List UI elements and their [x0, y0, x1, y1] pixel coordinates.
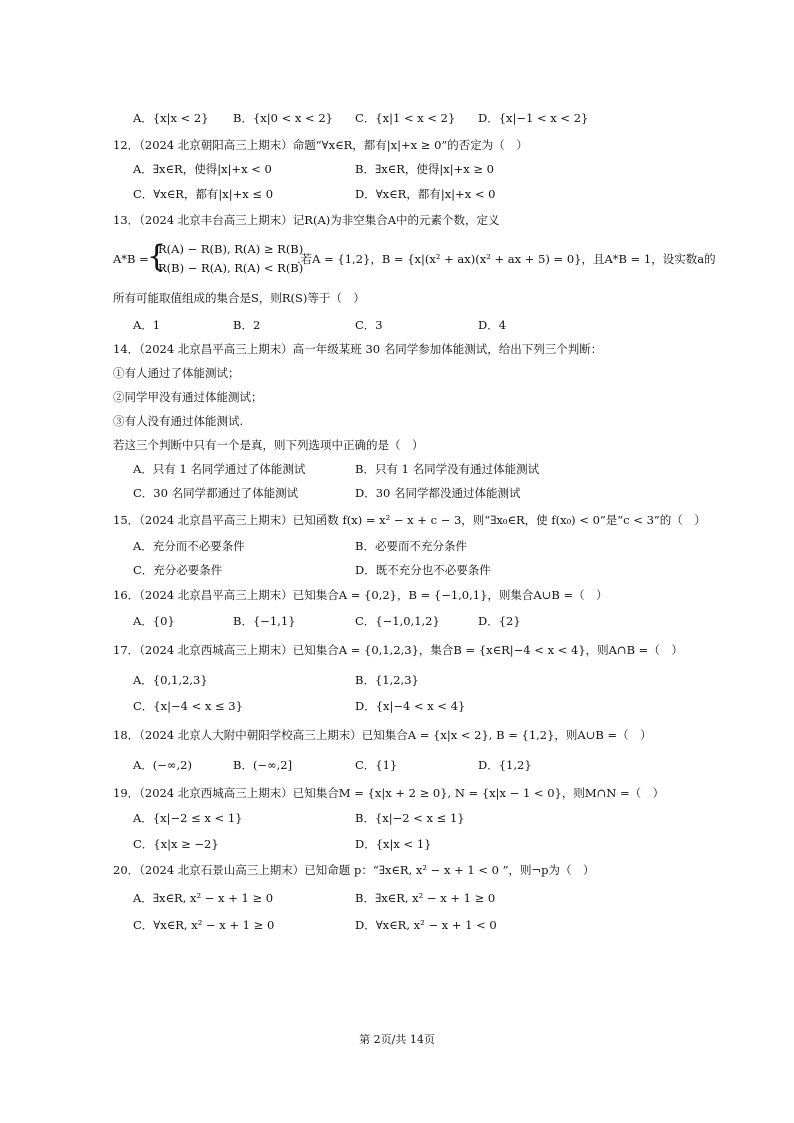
q18-option-c: C．{1}	[355, 758, 398, 772]
q20-option-d: D．∀x∈R, x² − x + 1 < 0	[355, 918, 497, 932]
q16-option-a: A．{0}	[133, 614, 175, 628]
q13-stem-2: 所有可能取值组成的集合是S，则R(S)等于（ ）	[113, 291, 365, 305]
q14-condition: 若这三个判断中只有一个是真，则下列选项中正确的是（ ）	[113, 438, 424, 452]
q19-option-c: C．{x|x ≥ −2}	[133, 837, 219, 851]
q19-option-d: D．{x|x < 1}	[355, 837, 432, 851]
q16-option-c: C．{−1,0,1,2}	[355, 614, 440, 628]
q11-option-d: D．{x|−1 < x < 2}	[478, 111, 589, 125]
q20-option-c: C．∀x∈R, x² − x + 1 ≥ 0	[133, 918, 275, 932]
q11-option-b: B．{x|0 < x < 2}	[233, 111, 333, 125]
q16-option-d: D．{2}	[478, 614, 521, 628]
q14-judgement-1: ①有人通过了体能测试；	[113, 366, 240, 380]
q20-option-a: A．∃x∈R, x² − x + 1 ≥ 0	[133, 891, 274, 905]
q13-case-2: R(B) − R(A), R(A) < R(B)	[158, 261, 304, 275]
q13-option-b: B．2	[233, 318, 261, 332]
q15-option-a: A．充分而不必要条件	[133, 539, 245, 553]
q16-option-b: B．{−1,1}	[233, 614, 296, 628]
q14-stem: 14．（2024 北京昌平高三上期末）高一年级某班 30 名同学参加体能测试，给出下列三个判断：	[113, 342, 603, 356]
q11-option-c: C．{x|1 < x < 2}	[355, 111, 456, 125]
q17-option-c: C．{x|−4 < x ≤ 3}	[133, 699, 243, 713]
q14-option-c: C．30 名同学都通过了体能测试	[133, 486, 299, 500]
q19-option-a: A．{x|−2 ≤ x < 1}	[133, 811, 243, 825]
q18-option-b: B．(−∞,2]	[233, 758, 293, 772]
q13-case-1: R(A) − R(B), R(A) ≥ R(B)	[158, 242, 304, 256]
q13-option-d: D．4	[478, 318, 507, 332]
q12-option-b: B．∃x∈R，使得|x|+x ≥ 0	[355, 162, 494, 176]
q18-option-d: D．{1,2}	[478, 758, 532, 772]
q12-option-c: C．∀x∈R，都有|x|+x ≤ 0	[133, 187, 274, 201]
q15-option-d: D．既不充分也不必要条件	[355, 563, 491, 577]
q12-option-a: A．∃x∈R，使得|x|+x < 0	[133, 162, 272, 176]
q14-option-b: B．只有 1 名同学没有通过体能测试	[355, 462, 540, 476]
q14-option-a: A．只有 1 名同学通过了体能测试	[133, 462, 306, 476]
q12-stem: 12．（2024 北京朝阳高三上期末）命题“∀x∈R，都有|x|+x ≥ 0”的否定为（ ）	[113, 138, 528, 152]
q18-stem: 18．（2024 北京人大附中朝阳学校高三上期末）已知集合A = {x|x < 2}, B = {1,2}，则A∪B =（ ）	[113, 728, 652, 742]
q13-option-a: A．1	[133, 318, 161, 332]
page-footer: 第 2页/共 14页	[359, 1033, 435, 1046]
q20-stem: 20．（2024 北京石景山高三上期末）已知命题 p：“∃x∈R, x² − x + 1 < 0 ”，则¬p为（ ）	[113, 863, 595, 877]
q15-option-b: B．必要而不充分条件	[355, 539, 467, 553]
q16-stem: 16．（2024 北京昌平高三上期末）已知集合A = {0,2}，B = {−1,0,1}，则集合A∪B =（ ）	[113, 588, 608, 602]
q19-option-b: B．{x|−2 < x ≤ 1}	[355, 811, 465, 825]
q19-stem: 19．（2024 北京西城高三上期末）已知集合M = {x|x + 2 ≥ 0}, N = {x|x − 1 < 0}，则M∩N =（ ）	[113, 786, 665, 800]
q14-judgement-3: ③有人没有通过体能测试.	[113, 414, 244, 428]
q14-judgement-2: ②同学甲没有通过体能测试；	[113, 390, 263, 404]
q13-def-lhs: A*B =	[113, 252, 149, 266]
q17-stem: 17．（2024 北京西城高三上期末）已知集合A = {0,1,2,3}，集合B = {x∈R|−4 < x < 4}，则A∩B =（ ）	[113, 643, 683, 657]
q12-option-d: D．∀x∈R，都有|x|+x < 0	[355, 187, 496, 201]
q17-option-d: D．{x|−4 < x < 4}	[355, 699, 466, 713]
q13-brace: {	[147, 239, 167, 274]
q11-option-a: A．{x|x < 2}	[133, 111, 209, 125]
q20-option-b: B．∃x∈R, x² − x + 1 ≥ 0	[355, 891, 496, 905]
q13-option-c: C．3	[355, 318, 383, 332]
q15-stem: 15．（2024 北京昌平高三上期末）已知函数 f(x) = x² − x + c − 3，则“∃x₀∈R，使 f(x₀) < 0”是“c < 3”的（ ）	[113, 513, 706, 527]
q17-option-a: A．{0,1,2,3}	[133, 673, 208, 687]
q14-option-d: D．30 名同学都没通过体能测试	[355, 486, 521, 500]
q18-option-a: A．(−∞,2)	[133, 758, 192, 772]
q15-option-c: C．充分必要条件	[133, 563, 223, 577]
q17-option-b: B．{1,2,3}	[355, 673, 419, 687]
q13-def-rest: .若A = {1,2}，B = {x|(x² + ax)(x² + ax + 5) = 0}，且A*B = 1，设实数a的	[297, 252, 716, 266]
q13-stem: 13．（2024 北京丰台高三上期末）记R(A)为非空集合A中的元素个数，定义	[113, 213, 500, 227]
